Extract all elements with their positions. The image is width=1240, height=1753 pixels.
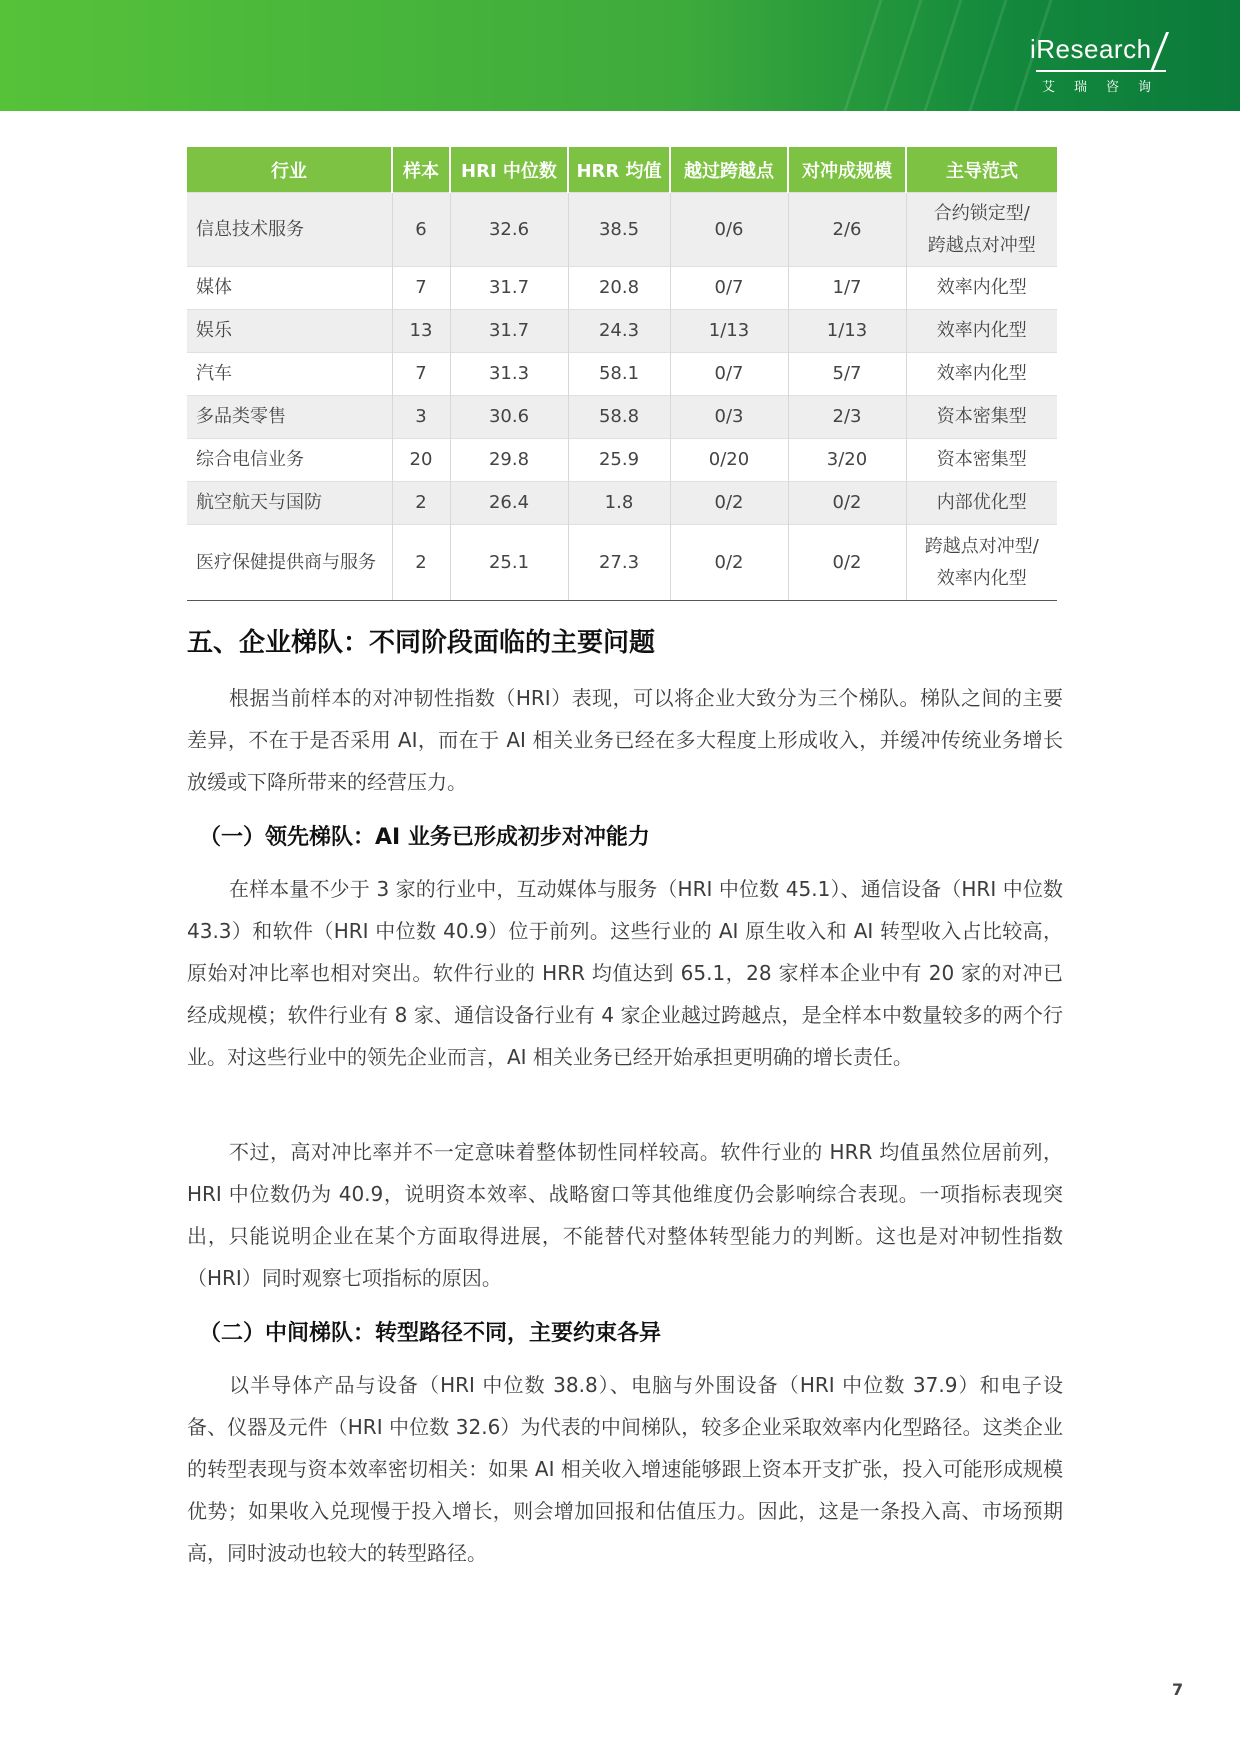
table-row <box>187 439 1057 482</box>
cell-hri: 31.7 <box>450 310 568 353</box>
cell-sample: 2 <box>392 525 450 601</box>
middle-paragraph-1: 以半导体产品与设备（HRI 中位数 38.8）、电脑与外围设备（HRI 中位数 37.9）和电子设备、仪器及元件（HRI 中位数 32.6）为代表的中间梯队，较多企业采取效率内化型路径。这类企业的转型表现与资本效率密切相关：如果 AI 相关收入增速能够跟上资本开支扩张，投入可能形成规模优势；如果收入兑现慢于投入增长，则会增加回报和估值压力。因此，这是一条投入高、市场预期高，同时波动也较大的转型路径。 <box>187 1373 1063 1565</box>
cell-scale: 2/6 <box>788 193 906 267</box>
cell-industry: 航空航天与国防 <box>187 482 392 525</box>
cell-cross: 0/20 <box>670 439 788 482</box>
iresearch-logo <box>1030 26 1200 96</box>
cell-cross: 0/2 <box>670 525 788 601</box>
column-header: 越过跨越点 <box>670 147 788 193</box>
page-number: 7 <box>1172 1680 1184 1699</box>
table-row <box>187 525 1057 601</box>
cell-industry: 医疗保健提供商与服务 <box>187 525 392 601</box>
cell-paradigm <box>906 525 1057 601</box>
cell-sample: 7 <box>392 353 450 396</box>
section-title: 五、企业梯队：不同阶段面临的主要问题 <box>187 628 656 658</box>
column-header: HRR 均值 <box>568 147 670 193</box>
cell-scale: 5/7 <box>788 353 906 396</box>
section-intro-paragraph: 根据当前样本的对冲韧性指数（HRI）表现，可以将企业大致分为三个梯队。梯队之间的主要差异，不在于是否采用 AI，而在于 AI 相关业务已经在多大程度上形成收入，并缓冲传统业务增长放缓或下降所带来的经营压力。 <box>187 686 1063 794</box>
cell-scale: 0/2 <box>788 482 906 525</box>
leading-paragraph-1: 在样本量不少于 3 家的行业中，互动媒体与服务（HRI 中位数 45.1）、通信设备（HRI 中位数 43.3）和软件（HRI 中位数 40.9）位于前列。这些行业的 AI 原生收入和 AI 转型收入占比较高，原始对冲比率也相对突出。软件行业的 HRR 均值达到 65.1，28 家样本企业中有 20 家的对冲已经成规模；软件行业有 8 家、通信设备行业有 4 家企业越过跨越点，是全样本中数量较多的两个行业。对这些行业中的领先企业而言，AI 相关业务已经开始承担更明确的增长责任。 <box>187 877 1063 1069</box>
logo-brand-cn: 艾瑞咨询 <box>1042 80 1171 95</box>
cell-industry: 汽车 <box>187 353 392 396</box>
cell-sample: 2 <box>392 482 450 525</box>
logo-underline <box>1036 70 1166 72</box>
cell-hrr: 38.5 <box>568 193 670 267</box>
table-header-row <box>187 147 1057 193</box>
cell-paradigm: 内部优化型 <box>906 482 1057 525</box>
cell-paradigm: 资本密集型 <box>906 396 1057 439</box>
cell-hrr: 25.9 <box>568 439 670 482</box>
table-row <box>187 482 1057 525</box>
cell-hrr: 58.8 <box>568 396 670 439</box>
cell-scale: 3/20 <box>788 439 906 482</box>
table-row <box>187 353 1057 396</box>
table-row <box>187 310 1057 353</box>
cell-hri: 32.6 <box>450 193 568 267</box>
cell-paradigm: 效率内化型 <box>906 310 1057 353</box>
paradigm-line: 合约锁定型/ <box>933 202 1030 224</box>
cell-scale: 2/3 <box>788 396 906 439</box>
cell-cross: 1/13 <box>670 310 788 353</box>
cell-hri: 31.3 <box>450 353 568 396</box>
cell-sample: 6 <box>392 193 450 267</box>
cell-industry: 多品类零售 <box>187 396 392 439</box>
table-row <box>187 193 1057 267</box>
column-header: 样本 <box>392 147 450 193</box>
column-header: 主导范式 <box>906 147 1057 193</box>
cell-hri: 26.4 <box>450 482 568 525</box>
cell-cross: 0/2 <box>670 482 788 525</box>
cell-paradigm: 效率内化型 <box>906 267 1057 310</box>
cell-hrr: 24.3 <box>568 310 670 353</box>
paradigm-line: 跨越点对冲型/ <box>924 535 1039 557</box>
cell-sample: 20 <box>392 439 450 482</box>
cell-hrr: 1.8 <box>568 482 670 525</box>
subsection-title-leading: （一）领先梯队：AI 业务已形成初步对冲能力 <box>199 825 650 850</box>
paradigm-line: 效率内化型 <box>936 567 1027 589</box>
cell-paradigm <box>906 193 1057 267</box>
cell-hrr: 20.8 <box>568 267 670 310</box>
cell-scale: 1/7 <box>788 267 906 310</box>
column-header: 对冲成规模 <box>788 147 906 193</box>
cell-cross: 0/3 <box>670 396 788 439</box>
table-row <box>187 396 1057 439</box>
leading-paragraph-2: 不过，高对冲比率并不一定意味着整体韧性同样较高。软件行业的 HRR 均值虽然位居前列，HRI 中位数仍为 40.9，说明资本效率、战略窗口等其他维度仍会影响综合表现。一项指标表现突出，只能说明企业在某个方面取得进展，不能替代对整体转型能力的判断。这也是对冲韧性指数（HRI）同时观察七项指标的原因。 <box>187 1140 1063 1290</box>
cell-sample: 3 <box>392 396 450 439</box>
cell-hrr: 58.1 <box>568 353 670 396</box>
subsection-title-middle: （二）中间梯队：转型路径不同，主要约束各异 <box>199 1321 662 1346</box>
cell-hri: 29.8 <box>450 439 568 482</box>
cell-cross: 0/7 <box>670 267 788 310</box>
cell-scale: 0/2 <box>788 525 906 601</box>
page-header-band <box>0 0 1240 111</box>
table-row <box>187 267 1057 310</box>
cell-sample: 13 <box>392 310 450 353</box>
logo-slash <box>1150 32 1169 72</box>
cell-hrr: 27.3 <box>568 525 670 601</box>
cell-hri: 25.1 <box>450 525 568 601</box>
cell-cross: 0/7 <box>670 353 788 396</box>
paradigm-line: 跨越点对冲型 <box>927 234 1036 256</box>
logo-brand-en: iResearch <box>1030 34 1152 64</box>
cell-scale: 1/13 <box>788 310 906 353</box>
cell-paradigm: 资本密集型 <box>906 439 1057 482</box>
industry-table <box>187 147 1057 601</box>
cell-hri: 31.7 <box>450 267 568 310</box>
cell-hri: 30.6 <box>450 396 568 439</box>
cell-sample: 7 <box>392 267 450 310</box>
cell-cross: 0/6 <box>670 193 788 267</box>
cell-industry: 信息技术服务 <box>187 193 392 267</box>
column-header: 行业 <box>187 147 392 193</box>
cell-industry: 媒体 <box>187 267 392 310</box>
cell-industry: 娱乐 <box>187 310 392 353</box>
column-header: HRI 中位数 <box>450 147 568 193</box>
cell-industry: 综合电信业务 <box>187 439 392 482</box>
cell-paradigm: 效率内化型 <box>906 353 1057 396</box>
